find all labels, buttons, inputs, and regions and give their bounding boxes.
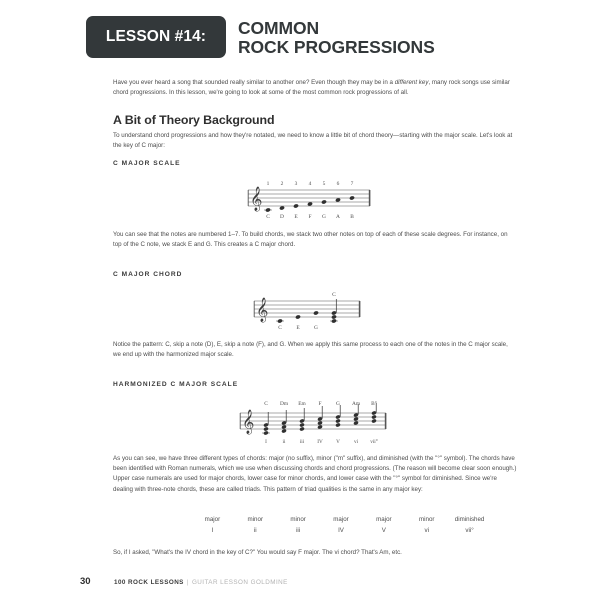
intro-text-part-1: Have you ever heard a song that sounded really similar to another one? Even though they may be in a: [113, 79, 395, 86]
harmonized-scale-notation: [234, 397, 392, 447]
scale-note-names: [266, 214, 354, 220]
scale-example-label-block: [113, 160, 181, 167]
intro-text-part-2: , many rock songs use similar chord progressions. In this lesson, we're going to look at some of the most common rock progressions of all.: [113, 79, 510, 97]
lesson-title-line-2: ROCK PROGRESSIONS: [238, 37, 435, 57]
closing-paragraph-block: [113, 548, 517, 558]
harmonized-triads: [262, 403, 377, 435]
after-chord-paragraph: Notice the pattern: C, skip a note (D), E, skip a note (F), and G. When we apply this same process to each one of the notes in the C major scale, we end up with the harmonized major scale.: [113, 341, 508, 359]
page-footer: [80, 576, 520, 587]
c-major-chord-notation: [250, 289, 370, 331]
numeral-cell: V: [381, 527, 386, 534]
lesson-title-line-1: COMMON: [238, 18, 320, 38]
svg-text:G: G: [336, 401, 340, 407]
chord-example-label-block: [113, 271, 182, 278]
numeral-cell: ii: [253, 527, 257, 534]
svg-text:iii: iii: [299, 439, 305, 445]
numeral-cell: vi: [424, 527, 429, 534]
svg-text:F: F: [318, 401, 322, 407]
section-paragraph: To understand chord progressions and how they're notated, we need to know a little bit of chord theory—starting with the major scale. Let's look at the key of C major:: [113, 132, 513, 150]
intro-paragraph-block: [113, 78, 517, 98]
intro-paragraph: [113, 78, 517, 98]
svg-text:IV: IV: [317, 439, 323, 445]
stacked-triad: [330, 299, 338, 323]
quality-cell: major: [204, 516, 221, 523]
series-title: GUITAR LESSON GOLDMINE: [191, 579, 288, 586]
intro-text-italic: different key: [394, 79, 429, 86]
quality-cell: minor: [290, 516, 306, 523]
page-number: 30: [80, 576, 91, 587]
quality-cell: minor: [247, 516, 264, 523]
numeral-cell: IV: [338, 527, 344, 534]
quality-cell: diminished: [454, 516, 485, 523]
staff-svg-scale: [244, 178, 376, 220]
treble-clef-icon: 𝄞: [250, 186, 263, 211]
after-scale-paragraph-block: [113, 230, 517, 250]
staff-lines: [254, 301, 360, 317]
lesson-title: [238, 19, 528, 57]
section-heading-block: [113, 113, 517, 127]
c-major-scale-notation: [244, 178, 376, 220]
chord-symbol-label: C: [332, 292, 336, 298]
svg-text:Am: Am: [351, 401, 361, 407]
svg-text:D: D: [280, 214, 284, 220]
book-title: 100 ROCK LESSONS: [114, 579, 184, 586]
svg-text:B: B: [350, 214, 354, 220]
lesson-header: [86, 16, 526, 60]
after-scale-paragraph: You can see that the notes are numbered 1–7. To build chords, we stack two other notes on top of each of these scale degrees. For instance, on top of the C note, we stack E and G. This creates a C major chord.: [113, 231, 508, 249]
scale-example-label: C MAJOR SCALE: [113, 160, 181, 167]
quality-cell: major: [376, 516, 392, 523]
triad-quality-table: [191, 516, 491, 535]
treble-clef-icon: 𝄞: [242, 409, 255, 434]
svg-text:C: C: [266, 214, 270, 220]
staff-svg-harmonized: [234, 397, 392, 447]
svg-text:G: G: [314, 325, 318, 331]
closing-paragraph: So, if I asked, "What's the IV chord in the key of C?" You would say F major. The vi chord? That's Am, etc.: [113, 549, 402, 556]
chord-note-names: [278, 325, 318, 331]
section-heading: A Bit of Theory Background: [113, 113, 275, 127]
after-harmonized-paragraph-block: [113, 454, 517, 495]
svg-text:2: 2: [280, 181, 284, 187]
svg-text:G: G: [322, 214, 326, 220]
svg-text:7: 7: [350, 181, 354, 187]
svg-text:Dm: Dm: [279, 401, 289, 407]
chord-example-label: C MAJOR CHORD: [113, 271, 183, 278]
svg-text:4: 4: [308, 181, 312, 187]
section-paragraph-block: [113, 131, 517, 151]
scale-degree-numbers: [267, 181, 354, 187]
svg-text:F: F: [308, 214, 312, 220]
quality-cell: minor: [418, 516, 435, 523]
lesson-number-label: LESSON #14:: [105, 28, 207, 45]
footer-separator: |: [186, 579, 189, 586]
quality-cell: major: [333, 516, 349, 523]
harmonized-example-label: HARMONIZED C MAJOR SCALE: [113, 381, 239, 388]
svg-text:A: A: [336, 214, 340, 220]
numeral-cell: iii: [296, 527, 301, 534]
staff-lines: [240, 413, 386, 429]
svg-text:3: 3: [294, 181, 298, 187]
svg-text:ii: ii: [282, 439, 286, 445]
svg-text:Em: Em: [298, 401, 306, 407]
svg-text:E: E: [296, 325, 300, 331]
svg-text:C: C: [278, 325, 282, 331]
svg-text:V: V: [336, 439, 340, 445]
svg-text:E: E: [294, 214, 298, 220]
staff-svg-chord: [250, 289, 370, 331]
numeral-cell: vii°: [465, 527, 474, 534]
svg-text:C: C: [264, 401, 268, 407]
svg-text:vii°: vii°: [370, 439, 378, 445]
harmonized-chord-symbols: [264, 400, 377, 407]
svg-text:1: 1: [266, 181, 270, 187]
treble-clef-icon: 𝄞: [256, 297, 269, 322]
svg-text:B°: B°: [371, 401, 377, 407]
lesson-number-badge: [86, 16, 226, 58]
harmonized-roman-numerals: [265, 438, 378, 445]
svg-text:I: I: [265, 439, 267, 445]
numeral-cell: I: [211, 527, 214, 534]
svg-text:5: 5: [322, 181, 326, 187]
after-chord-paragraph-block: [113, 340, 517, 360]
svg-text:vi: vi: [353, 439, 359, 445]
after-harmonized-paragraph: As you can see, we have three different types of chords: major (no suffix), minor ("m" suffix), and diminished (with the "°" symbol). The chords have been identified with Roman numerals, which we use when discussing chords and chord progressions. (The reason will become clear soon enough.) Upper case numerals are used for major chords, lower case for minor chords, and lower case with the "°" symbol for diminished. Since we're dealing with three-note chords, these are called triads. This pattern of triad qualities is the same in any major key:: [113, 455, 517, 493]
svg-text:6: 6: [336, 181, 340, 187]
harmonized-example-label-block: [113, 381, 238, 388]
